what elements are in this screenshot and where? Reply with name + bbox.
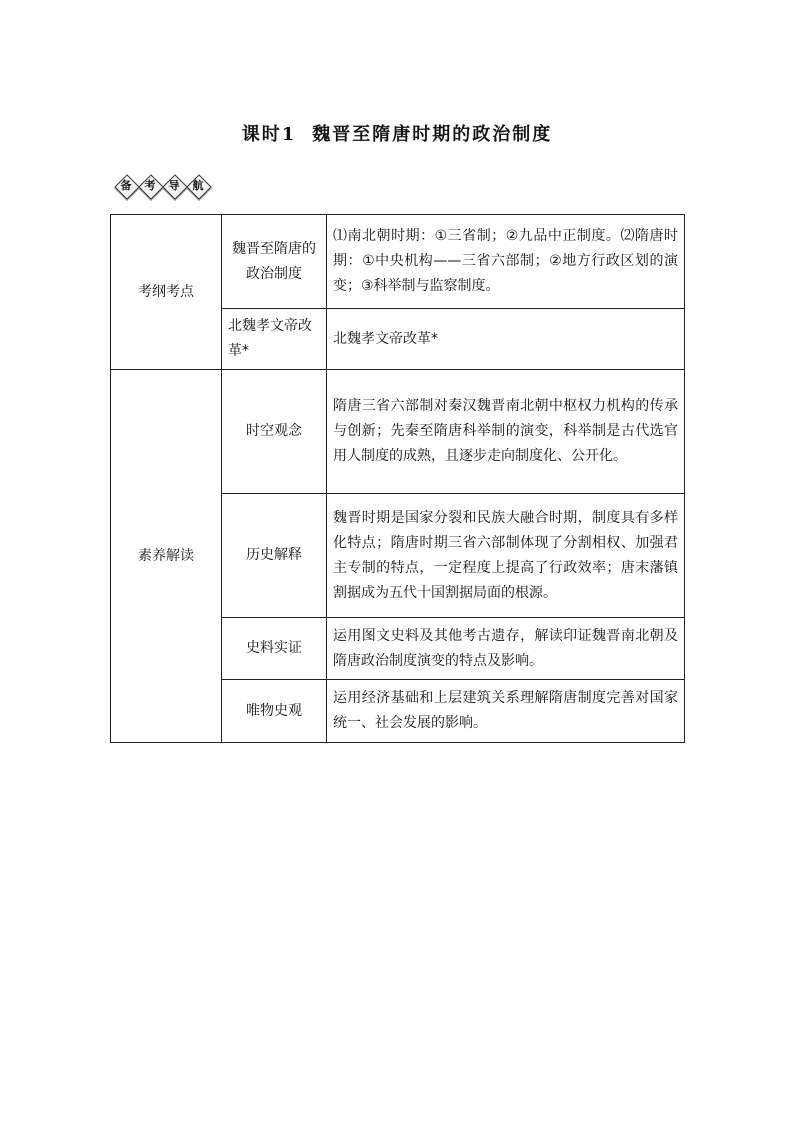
section-label-literacy: 素养解读: [111, 370, 222, 743]
table-row: [111, 370, 685, 494]
row-topic: 唯物史观: [222, 680, 327, 743]
table-row: [111, 215, 685, 309]
lesson-topic: 魏晋至隋唐时期的政治制度: [312, 124, 553, 145]
row-topic: 时空观念: [222, 370, 327, 494]
badge-diamond: 航: [187, 175, 209, 197]
badge-diamond: 考: [139, 175, 161, 197]
exam-guide-table: [110, 214, 685, 743]
page-title: [0, 120, 794, 146]
row-topic: 北魏孝文帝改革*: [222, 309, 327, 370]
row-content: 北魏孝文帝改革*: [327, 309, 685, 370]
row-content: 运用经济基础和上层建筑关系理解隋唐制度完善对国家统一、社会发展的影响。: [327, 680, 685, 743]
row-content: 运用图文史料及其他考古遗存，解读印证魏晋南北朝及隋唐政治制度演变的特点及影响。: [327, 618, 685, 680]
row-content: ⑴南北朝时期：①三省制；②九品中正制度。⑵隋唐时期：①中央机构——三省六部制；②地方行政区划的演变；③科举制与监察制度。: [327, 215, 685, 309]
row-content: 魏晋时期是国家分裂和民族大融合时期，制度具有多样化特点；隋唐时期三省六部制体现了分割相权、加强君主专制的特点，一定程度上提高了行政效率；唐末藩镇割据成为五代十国割据局面的根源。: [327, 494, 685, 618]
row-topic: 魏晋至隋唐的政治制度: [222, 215, 327, 309]
badge-diamond: 导: [163, 175, 185, 197]
row-topic: 史料实证: [222, 618, 327, 680]
section-label-syllabus: 考纲考点: [111, 215, 222, 370]
lesson-number: 课时1: [241, 124, 297, 145]
badge-diamond: 备: [115, 175, 137, 197]
exam-guide-badge: [115, 175, 209, 197]
row-topic: 历史解释: [222, 494, 327, 618]
row-content: 隋唐三省六部制对秦汉魏晋南北朝中枢权力机构的传承与创新；先秦至隋唐科举制的演变，科举制是古代选官用人制度的成熟，且逐步走向制度化、公开化。: [327, 370, 685, 494]
